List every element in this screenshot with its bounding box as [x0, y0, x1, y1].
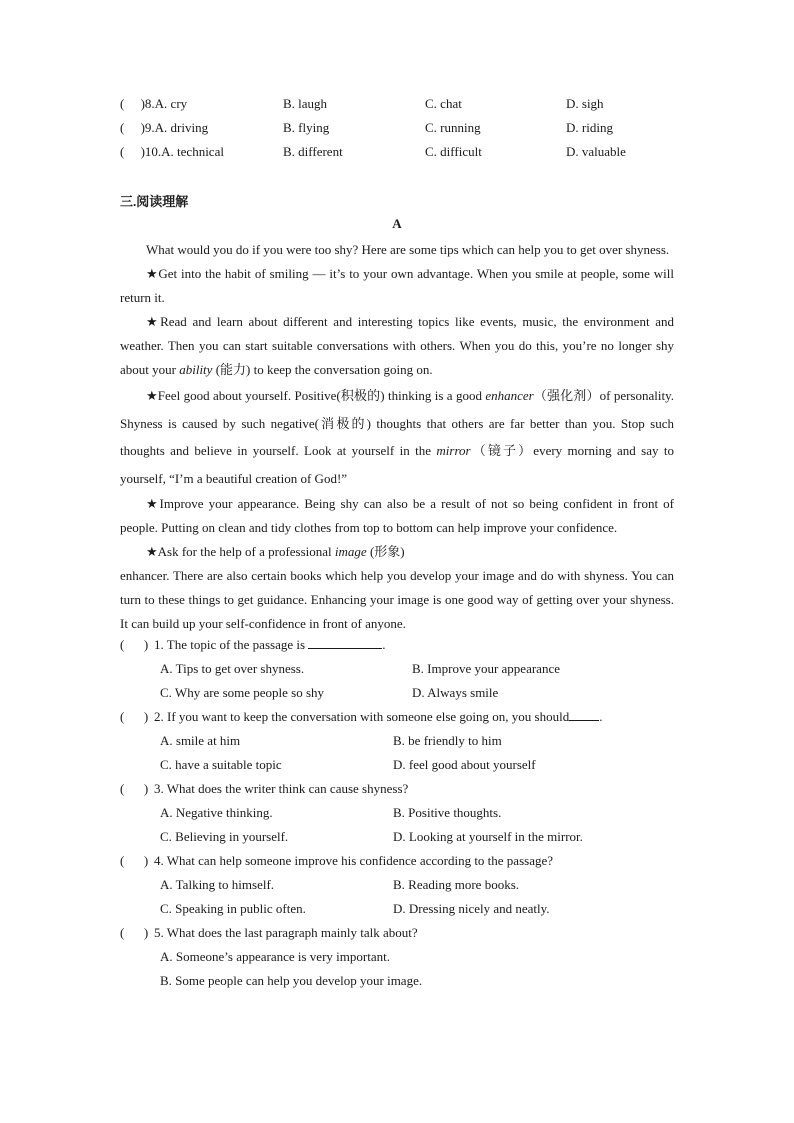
answer-blank[interactable] [308, 636, 382, 649]
question-text: 4. What can help someone improve his confidence according to the passage? [154, 853, 554, 868]
question-2 [120, 708, 674, 780]
question-text-run: 2. If you want to keep the conversation with someone else going on, you should [154, 709, 570, 724]
choice-c[interactable]: C. Speaking in public often. [160, 901, 306, 916]
question-text: 5. What does the last paragraph mainly talk about? [154, 925, 418, 940]
answer-blank[interactable] [569, 708, 599, 721]
choice-b[interactable]: B. Reading more books. [393, 877, 520, 892]
text-run: (能力) to keep the conversation going on. [212, 362, 433, 377]
question-stem [120, 636, 674, 660]
question-stem [120, 924, 674, 948]
choice-row [120, 972, 674, 996]
choice-c[interactable]: C. Why are some people so shy [160, 685, 325, 700]
choice-row [120, 732, 674, 756]
option-row-8 [120, 96, 674, 120]
paragraph-enhancer: enhancer. There are also certain books which help you develop your image and do with shyness. You can turn to these things to get guidance. Enhancing your image is one good way of getting over your shyness. It can build up your self-confidence in front of anyone. [120, 568, 674, 631]
option-d: D. riding [566, 120, 613, 135]
section-title: 三.阅读理解 [120, 194, 189, 209]
choice-a[interactable]: A. smile at him [160, 733, 241, 748]
choice-a[interactable]: A. Negative thinking. [160, 805, 273, 820]
option-row-10 [120, 144, 674, 168]
question-text: 3. What does the writer think can cause shyness? [154, 781, 409, 796]
choice-d[interactable]: D. Always smile [412, 685, 499, 700]
paragraph-intro: What would you do if you were too shy? Here are some tips which can help you to get over shyness. [146, 242, 670, 257]
answer-parenthesis[interactable]: ( ) [120, 853, 149, 868]
choice-row [120, 900, 674, 924]
question-end: . [382, 637, 386, 652]
choice-b[interactable]: B. Positive thoughts. [393, 805, 502, 820]
option-c: C. running [425, 120, 481, 135]
paragraph-appearance: ★Improve your appearance. Being shy can also be a result of not so being confident in front of people. Putting on clean and tidy clothes from top to bottom can help improve your confidence. [120, 496, 674, 535]
choice-c[interactable]: C. have a suitable topic [160, 757, 282, 772]
choice-a[interactable]: A. Tips to get over shyness. [160, 661, 305, 676]
question-end: . [599, 709, 603, 724]
question-text [154, 708, 602, 726]
answer-parenthesis[interactable]: ( ) [120, 709, 149, 724]
answer-parenthesis[interactable]: ( ) [120, 781, 149, 796]
question-3 [120, 780, 674, 852]
italic-word: mirror [436, 443, 471, 458]
question-stem [120, 780, 674, 804]
italic-word: enhancer [485, 388, 534, 403]
text-run: （镜子）every morning and say to yourself, “I’m a beautiful creation of God!” [120, 443, 674, 486]
choice-row [120, 684, 674, 708]
text-run: ★Feel good about yourself. Positive(积极的) thinking is a good [146, 388, 486, 403]
choice-b[interactable]: B. be friendly to him [393, 733, 502, 748]
option-d: D. sigh [566, 96, 604, 111]
choice-c[interactable]: C. Believing in yourself. [160, 829, 289, 844]
option-a: ( )9.A. driving [120, 120, 209, 135]
question-stem [120, 852, 674, 876]
choice-b[interactable]: B. Some people can help you develop your image. [160, 973, 423, 988]
question-4 [120, 852, 674, 924]
question-5 [120, 924, 674, 996]
choice-a[interactable]: A. Someone’s appearance is very important. [160, 949, 390, 964]
choice-d[interactable]: D. Dressing nicely and neatly. [393, 901, 550, 916]
question-1 [120, 636, 674, 708]
question-stem [120, 708, 674, 732]
choice-row [120, 660, 674, 684]
option-b: B. laugh [283, 96, 328, 111]
cloze-options [120, 96, 674, 168]
text-run: ★Ask for the help of a professional [146, 544, 335, 559]
option-c: C. difficult [425, 144, 482, 159]
text-run: ★Read and learn about different and interesting topics like events, music, the environment and weather. Then you can start suitable conversations with others. When you do this, you’re no longer shy about your [120, 314, 674, 377]
worksheet-page [120, 96, 674, 996]
passage-title: A [392, 216, 402, 231]
choice-row [120, 876, 674, 900]
answer-parenthesis[interactable]: ( ) [120, 637, 149, 652]
question-text [154, 636, 386, 654]
italic-word: image [334, 544, 367, 559]
choice-row [120, 948, 674, 972]
option-c: C. chat [425, 96, 462, 111]
paragraph-feel-good [120, 382, 674, 492]
option-b: B. different [283, 144, 343, 159]
paragraph-image-help [120, 540, 674, 564]
paragraph-topics [120, 310, 674, 382]
choice-row [120, 756, 674, 780]
choice-row [120, 804, 674, 828]
option-row-9 [120, 120, 674, 144]
text-run: （强化剂）of personality. Shyness is caused by such negative(消极的) thoughts that others are far better than you. Stop such thoughts and believe in yourself. Look at yourself in the [120, 388, 674, 458]
option-a: ( )8.A. cry [120, 96, 188, 111]
choice-row [120, 828, 674, 852]
choice-a[interactable]: A. Talking to himself. [160, 877, 275, 892]
question-text-run: 1. The topic of the passage is [154, 637, 309, 652]
choice-d[interactable]: D. Looking at yourself in the mirror. [393, 829, 583, 844]
italic-word: ability [179, 362, 213, 377]
option-b: B. flying [283, 120, 330, 135]
paragraph-smiling: ★Get into the habit of smiling — it’s to your own advantage. When you smile at people, some will return it. [120, 266, 674, 305]
answer-parenthesis[interactable]: ( ) [120, 925, 149, 940]
option-d: D. valuable [566, 144, 626, 159]
text-run: (形象) [366, 544, 405, 559]
choice-b[interactable]: B. Improve your appearance [412, 661, 560, 676]
option-a: ( )10.A. technical [120, 144, 224, 159]
choice-d[interactable]: D. feel good about yourself [393, 757, 536, 772]
